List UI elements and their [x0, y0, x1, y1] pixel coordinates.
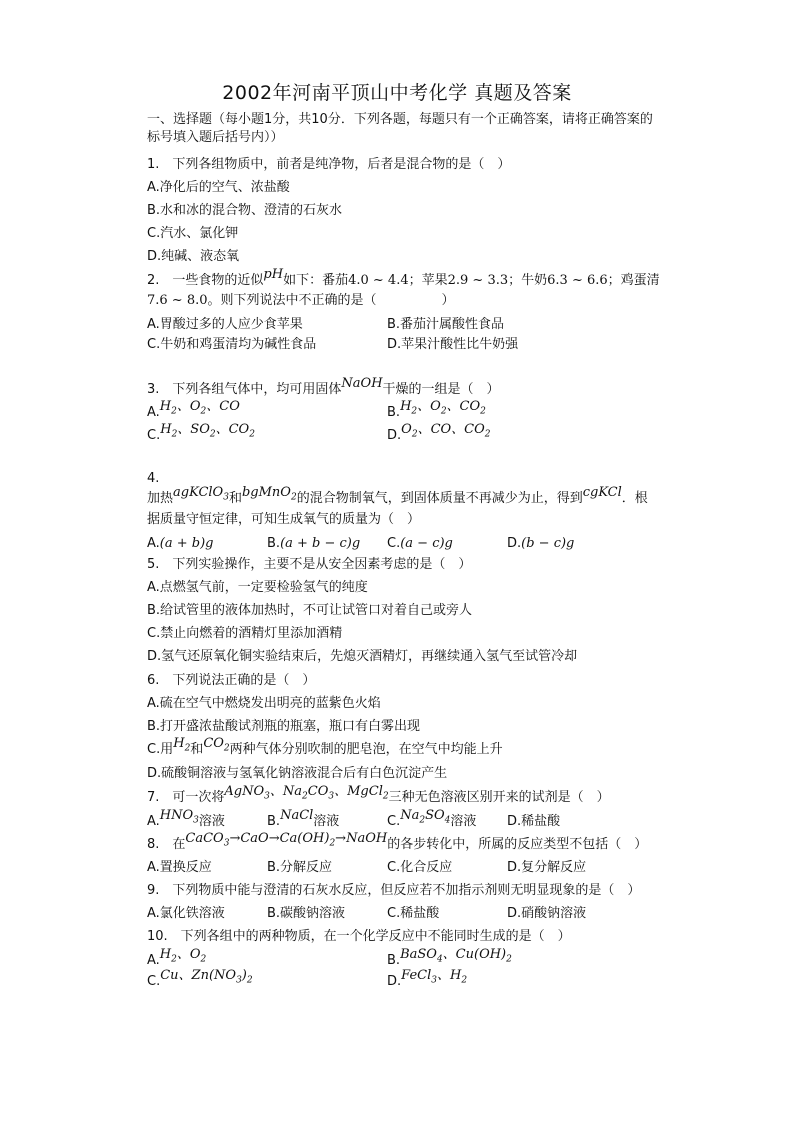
- q1-option-c: C.汽水、氯化钾: [147, 226, 239, 241]
- q7-option-a: $A.HNO_3$溶液: [147, 808, 225, 829]
- q7-option-d: D.稀盐酸: [507, 814, 561, 829]
- q4-option-b: B.(a + b − c)g: [267, 536, 361, 551]
- q4-option-d: D.(b − c)g: [507, 536, 575, 551]
- q2-option-b: B.番茄汁属酸性食品: [387, 317, 505, 332]
- q2-option-a: A.胃酸过多的人应少食苹果: [147, 317, 303, 332]
- q1-option-a: A.净化后的空气、浓盐酸: [147, 180, 290, 195]
- q1-option-d: D.纯碱、液态氧: [147, 249, 240, 264]
- q8-option-b: B.分解反应: [267, 860, 333, 875]
- q4-number: 4.: [147, 471, 160, 486]
- q9-stem: 9. 下列物质中能与澄清的石灰水反应，但反应若不加指示剂则无明显现象的是（ ）: [147, 883, 641, 898]
- q6-option-b: B.打开盛浓盐酸试剂瓶的瓶塞，瓶口有白雾出现: [147, 719, 421, 734]
- q7-option-b: B.NaCl溶液: [267, 808, 340, 829]
- q6-option-d: D.硫酸铜溶液与氢氧化钠溶液混合后有白色沉淀产生: [147, 766, 448, 781]
- q8-stem: 8. 在$CaCO_3\to CaO\to Ca(OH)_2\to NaOH$的各步转化中，所属的反应类型不包括（ ）: [147, 831, 648, 852]
- q7-option-c: $C.Na_2SO_4$溶液: [387, 808, 477, 829]
- ph-symbol: pH: [263, 267, 284, 282]
- q4-option-c: C.(a − c)g: [387, 536, 453, 551]
- q10-option-a: $A.H_2$、$O_2$: [147, 947, 207, 968]
- q2-option-d: D.苹果汁酸性比牛奶强: [387, 337, 519, 352]
- q5-option-d: D.氢气还原氧化铜实验结束后，先熄灭酒精灯，再继续通入氢气至试管冷却: [147, 649, 578, 664]
- q10-stem: 10. 下列各组中的两种物质，在一个化学反应中不能同时生成的是（ ）: [147, 929, 571, 944]
- naoh-formula: NaOH: [341, 376, 383, 391]
- q4-stem: 加热agKClO$_3$和bgMnO$_2$的混合物制氧气，到固体质量不再减少为止，得到cgKCl．根: [147, 485, 648, 506]
- q3-option-a: $A.H_2$、$O_2$、CO: [147, 399, 240, 420]
- page-title: 2002年河南平顶山中考化学 真题及答案: [222, 82, 572, 104]
- q5-option-a: A.点燃氢气前，一定要检验氢气的纯度: [147, 580, 368, 595]
- q10-option-c: C.Cu、$Zn(NO_3)_2$: [147, 968, 253, 989]
- q8-option-c: C.化合反应: [387, 860, 453, 875]
- q9-option-c: C.稀盐酸: [387, 906, 440, 921]
- q3-option-d: $D.O_2$、CO、$CO_2$: [387, 422, 491, 443]
- q4-option-a: A.(a + b)g: [147, 536, 214, 551]
- q10-option-d: D.FeCl$_3$、$H_2$: [387, 968, 468, 989]
- q6-option-a: A.硫在空气中燃烧发出明亮的蓝紫色火焰: [147, 696, 381, 711]
- q9-option-b: B.碳酸钠溶液: [267, 906, 346, 921]
- q3-option-b: $B.H_2$、$O_2$、$CO_2$: [387, 399, 486, 420]
- q5-option-b: B.给试管里的液体加热时，不可让试管口对着自己或旁人: [147, 603, 473, 618]
- q9-option-d: D.硝酸钠溶液: [507, 906, 587, 921]
- q8-option-a: A.置换反应: [147, 860, 212, 875]
- q6-option-c: C.用$H_2$和$CO_2$两种气体分别吹制的肥皂泡，在空气中均能上升: [147, 736, 503, 757]
- q3-stem: 3. 下列各组气体中，均可用固体NaOH干燥的一组是（ ）: [147, 376, 500, 397]
- q4-stem-line2: 据质量守恒定律，可知生成氧气的质量为（ ）: [147, 512, 421, 527]
- q9-option-a: A.氯化铁溶液: [147, 906, 225, 921]
- section-intro: 一、选择题（每小题1分，共10分．下列各题，每题只有一个正确答案，请将正确答案的标号填入题后括号内））: [147, 112, 653, 145]
- q5-option-c: C.禁止向燃着的酒精灯里添加酒精: [147, 626, 343, 641]
- q10-option-b: B.BaSO$_4$、$Cu(OH)_2$: [387, 947, 512, 968]
- q2-stem: 2. 一些食物的近似pH如下：番茄4.0 ~ 4.4；苹果2.9 ~ 3.3；牛奶6.3 ~ 6.6；鸡蛋清7.6 ~ 8.0。则下列说法中不正确的是（ ）: [147, 267, 660, 308]
- q3-option-c: $C.H_2$、$SO_2$、$CO_2$: [147, 422, 255, 443]
- q2-option-c: C.牛奶和鸡蛋清均为碱性食品: [147, 337, 317, 352]
- q1-option-b: B.水和冰的混合物、澄清的石灰水: [147, 203, 343, 218]
- q8-option-d: D.复分解反应: [507, 860, 587, 875]
- q6-stem: 6. 下列说法正确的是（ ）: [147, 673, 316, 688]
- q7-stem: 7. 可一次将AgNO$_3$、$Na_2CO_3$、MgCl$_2$三种无色溶液区别开来的试剂是（ ）: [147, 784, 610, 805]
- q1-stem: 1. 下列各组物质中，前者是纯净物，后者是混合物的是（ ）: [147, 157, 511, 172]
- q5-stem: 5. 下列实验操作，主要不是从安全因素考虑的是（ ）: [147, 557, 472, 572]
